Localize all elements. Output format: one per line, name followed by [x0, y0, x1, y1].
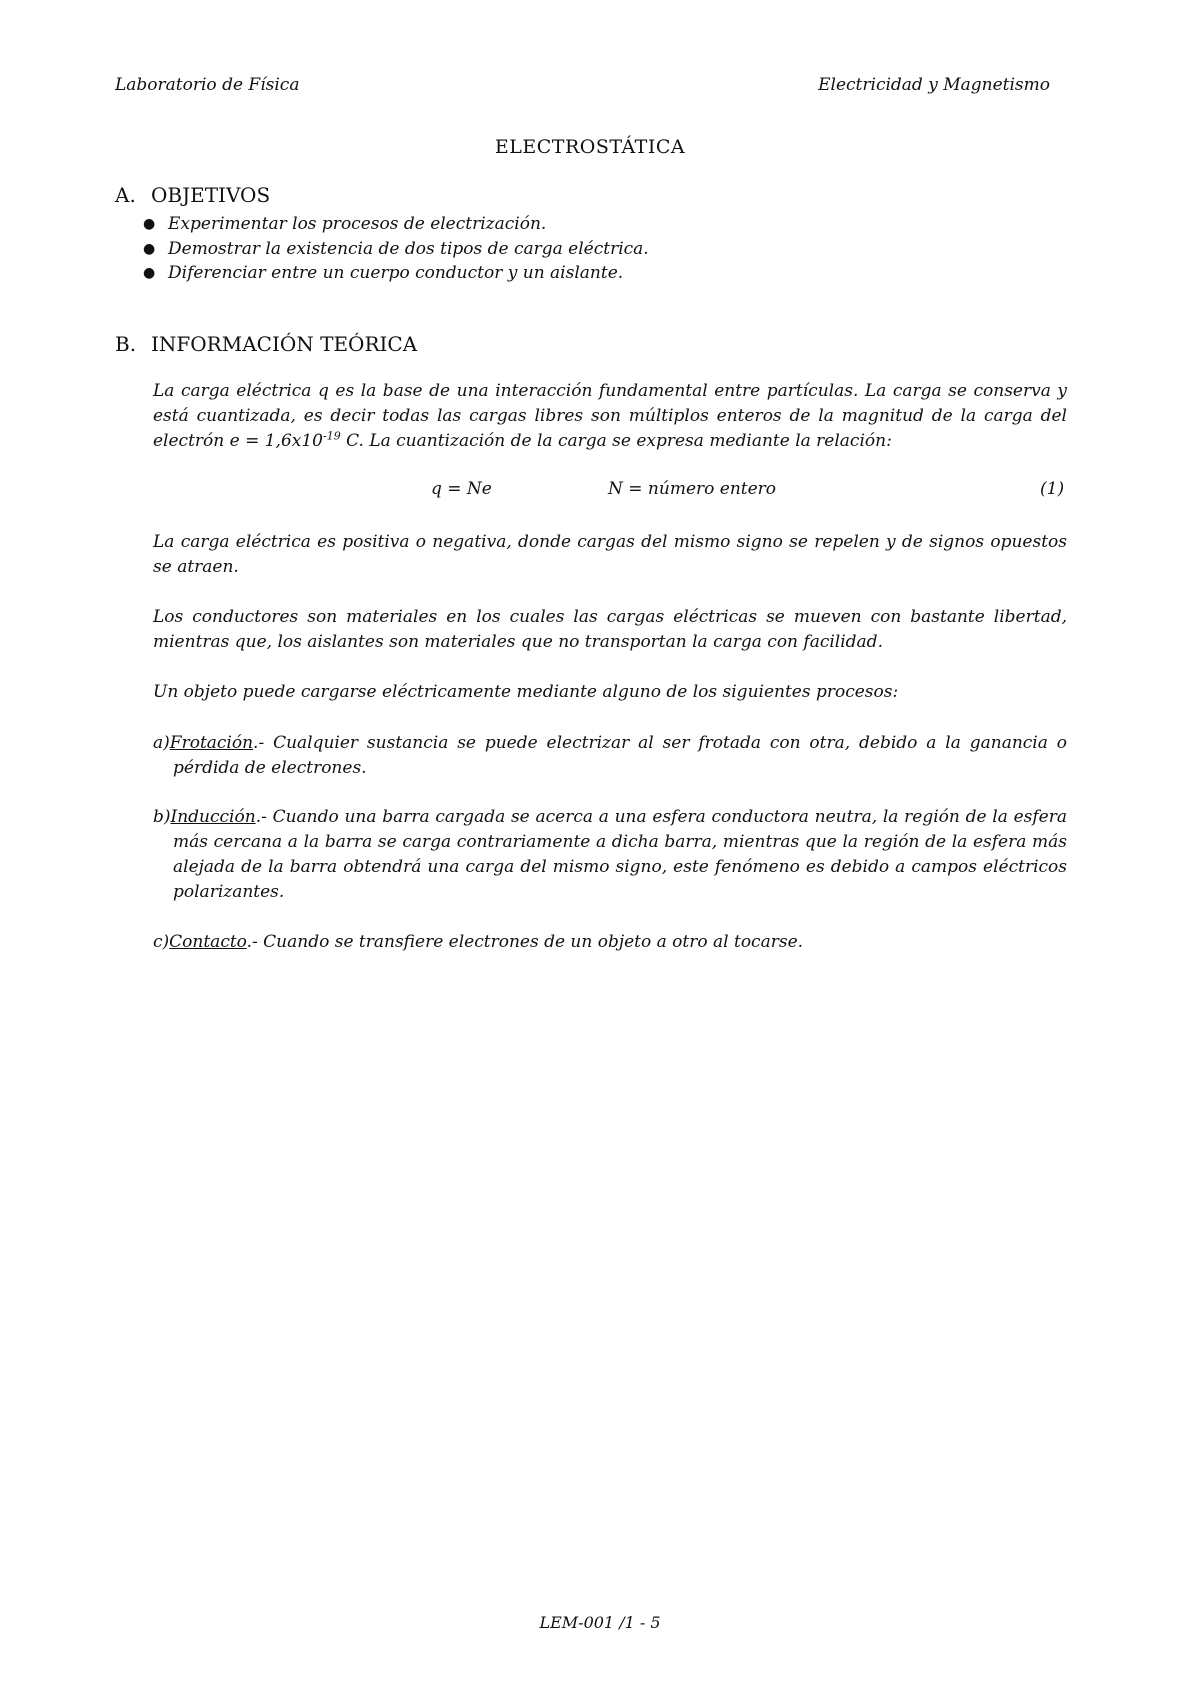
process-item-frotacion	[153, 731, 1067, 781]
list-item	[143, 237, 649, 262]
bullet-icon: ●	[143, 265, 156, 281]
process-term: Frotación	[169, 733, 254, 753]
process-text: .- Cualquier sustancia se puede electrizar al ser frotada con otra, debido a la ganancia o pérdida de electrones.	[173, 733, 1067, 778]
objective-text: Experimentar los procesos de electrización.	[168, 214, 547, 234]
paragraph-processes-intro: Un objeto puede cargarse eléctricamente mediante alguno de los siguientes procesos:	[153, 682, 899, 702]
formula-expression: q = Ne	[431, 479, 492, 499]
paragraph-signs: La carga eléctrica es positiva o negativa, donde cargas del mismo signo se repelen y de signos opuestos se atraen.	[153, 532, 1067, 577]
bullet-icon: ●	[143, 216, 156, 232]
section-a-heading	[115, 183, 270, 207]
list-item	[143, 212, 649, 237]
list-item	[143, 261, 649, 286]
exponent: -19	[323, 429, 341, 443]
process-label: b)	[153, 807, 171, 827]
formula-condition: N = número entero	[608, 479, 777, 499]
objective-text: Diferenciar entre un cuerpo conductor y un aislante.	[168, 263, 624, 283]
header-left: Laboratorio de Física	[115, 75, 300, 95]
section-a-title: OBJETIVOS	[151, 183, 271, 207]
section-b-heading	[115, 332, 417, 356]
process-item-contacto	[153, 930, 1067, 955]
process-term: Contacto	[169, 932, 247, 952]
process-text: .- Cuando una barra cargada se acerca a una esfera conductora neutra, la región de la esfera más cercana a la barra se carga contrariamente a dicha barra, mientras que la región de la esfera más alejada de la barra obtendrá una carga del mismo signo, este fenómeno es debido a campos eléctricos polarizantes.	[173, 807, 1067, 902]
process-term: Inducción	[170, 807, 256, 827]
section-b-title: INFORMACIÓN TEÓRICA	[151, 332, 418, 356]
process-label: c)	[153, 932, 170, 952]
bullet-icon: ●	[143, 240, 156, 257]
page-footer: LEM-001 /1 - 5	[539, 1613, 661, 1632]
paragraph-charge	[153, 379, 1067, 454]
section-a-letter: A.	[115, 183, 136, 207]
process-item-induccion	[153, 805, 1067, 905]
process-label: a)	[153, 733, 170, 753]
page-title: ELECTROSTÁTICA	[494, 136, 686, 158]
paragraph-text: C. La cuantización de la carga se expresa mediante la relación:	[340, 431, 892, 451]
objective-text: Demostrar la existencia de dos tipos de carga eléctrica.	[168, 238, 649, 259]
paragraph-text: La carga eléctrica q es la base de una interacción fundamental entre partículas. La carga se conserva y está cuantizada, es decir todas las cargas libres son múltiplos enteros de la magnitud de la carga del electrón e = 1,6x10	[153, 381, 1067, 451]
objectives-list	[143, 212, 649, 286]
process-text: .- Cuando se transfiere electrones de un objeto a otro al tocarse.	[246, 932, 804, 952]
header-right: Electricidad y Magnetismo	[818, 75, 1050, 95]
section-b-letter: B.	[115, 332, 137, 356]
formula-number: (1)	[1040, 479, 1065, 499]
paragraph-conductors: Los conductores son materiales en los cuales las cargas eléctricas se mueven con bastante libertad, mientras que, los aislantes son materiales que no transportan la carga con facilidad.	[153, 607, 1067, 652]
